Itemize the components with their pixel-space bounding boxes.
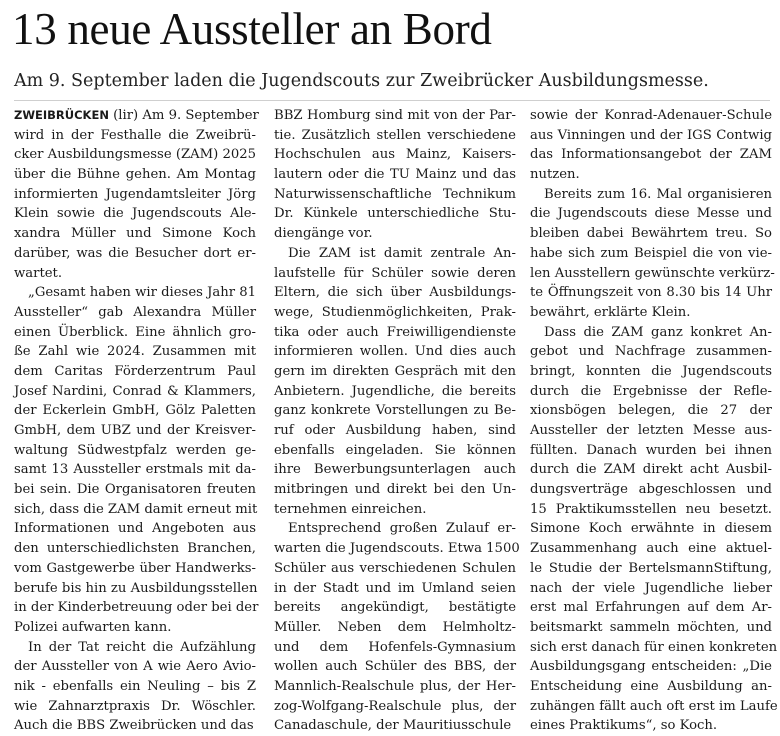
text-line: darüber, was die Besucher dort er- [14, 245, 256, 261]
text-line: diengänge vor. [274, 226, 373, 242]
text-line: BBZ Homburg sind mit von der Par- [274, 108, 516, 123]
text-line: in der Kinderbetreuung oder bei der [14, 600, 259, 616]
text-line: In der Tat reicht die Aufzählung [28, 639, 256, 655]
text-line: ihre Bewerbungsunterlagen auch [274, 462, 516, 478]
text-line: mitbringen und direkt bei den Un- [274, 482, 516, 498]
column-2-lines [274, 106, 520, 736]
first-line [14, 106, 259, 126]
text-line: bereits angekündigt, bestätigte [274, 600, 516, 616]
text-line: informieren wollen. Und dies auch [274, 344, 516, 360]
text-line: ganz konkrete Vorstellungen zu Be- [274, 403, 516, 419]
article-subheadline: Am 9. September laden die Jugendscouts zur Zweibrücker Ausbildungsmesse. [14, 71, 709, 91]
text-line: te Öffnungszeit von 8.30 bis 14 Uhr [530, 285, 772, 301]
text-line: Auch die BBS Zweibrücken und das [14, 718, 254, 734]
text-line: gebot und Nachfrage zusammen- [530, 344, 772, 360]
text-line: wollen auch Schüler des BBS, der [274, 659, 516, 675]
text-line: Polizei aufwarten kann. [14, 619, 172, 635]
text-line: xionsbögen belegen, die 27 der [530, 403, 772, 419]
text-line: len Ausstellern gewünschte verkürz- [530, 265, 775, 281]
dateline: ZWEIBRÜCKEN [14, 108, 109, 122]
text-line: wege, Studienmöglichkeiten, Prak- [274, 304, 516, 320]
text-line: tika oder auch Freiwilligendienste [274, 324, 516, 340]
text-line: wird in der Festhalle die Zweibrü- [14, 127, 256, 143]
text-line: nach der viele Jugendliche lieber [530, 580, 772, 596]
text-line: ruf oder Ausbildung haben, sind [274, 423, 516, 438]
text-line: der Eckerlein GmbH, Gölz Paletten [14, 403, 256, 419]
text-line: ternehmen einreichen. [274, 501, 427, 517]
text-line: sich, dass die ZAM damit erneut mit [14, 501, 258, 517]
text-line: nik - ebenfalls ein Neuling – bis Z [14, 678, 256, 694]
text-line: einen Überblick. Eine ähnlich gro- [14, 324, 256, 340]
text-line: bewährt, erklärte Klein. [530, 304, 691, 320]
text-line: den unterschiedlichsten Branchen, [14, 541, 256, 557]
text-line: wartet. [14, 265, 63, 281]
text-line: Hochschulen aus Mainz, Kaisers- [274, 147, 516, 163]
text-line: der Aussteller von A wie Aero Avio- [14, 659, 256, 675]
text-line: bei sein. Die Organisatoren freuten [14, 482, 256, 498]
text-line: le Studie der BertelsmannStiftung, [530, 560, 772, 576]
text-line: aus Vinningen und der IGS Contwig [530, 127, 772, 143]
text-line: Eltern, die sich über Ausbildungs- [274, 285, 516, 301]
text-line: füllten. Danach wurden bei ihnen [530, 442, 772, 458]
text-line: dungsverträge abgeschlossen und [530, 482, 772, 498]
text-line: samt 13 Aussteller erstmals mit da- [14, 462, 256, 478]
text-line: 15 Praktikumsstellen neu besetzt. [530, 501, 772, 517]
text-line: Müller. Neben dem Helmholtz- [274, 619, 516, 635]
text-line: Aussteller“ gab Alexandra Müller [14, 304, 256, 320]
text-line: berufe bis hin zu Ausbildungsstellen [14, 580, 258, 596]
text-line: warten die Jugendscouts. Etwa 1500 [274, 541, 520, 557]
text-line: erst mal Erfahrungen auf dem Ar- [530, 600, 772, 616]
text-line: vom Gastgewerbe über Handwerks- [14, 560, 256, 576]
text-line: das Informationsangebot der ZAM [530, 147, 772, 163]
text-line: und dem Hofenfels-Gymnasium [274, 639, 516, 655]
text-line: lautern oder die TU Mainz und das [274, 167, 516, 183]
text-line: sowie der Konrad-Adenauer-Schule [530, 108, 772, 123]
text-line: die Jugendscouts diese Messe und [530, 206, 772, 222]
text-line: sich erst danach für einen konkreten [530, 639, 778, 655]
text-line: cker Ausbildungsmesse (ZAM) 2025 [14, 147, 257, 163]
text-line: Bereits zum 16. Mal organisieren [544, 186, 772, 202]
text-line: Dr. Künkele unterschiedliche Stu- [274, 206, 516, 222]
text-line: nutzen. [530, 167, 580, 183]
text-line: Dass die ZAM ganz konkret An- [544, 324, 772, 340]
text-line: Aussteller der letzten Messe aus- [530, 423, 772, 438]
text-line: zog-Wolfgang-Realschule plus, der [274, 698, 516, 714]
text-line: informierten Jugendamtsleiter Jörg [14, 186, 256, 202]
text-line: Canadaschule, der Mauritiusschule [274, 718, 512, 734]
text-line: durch die ZAM direkt acht Ausbil- [530, 462, 772, 478]
text-line: laufstelle für Schüler sowie deren [274, 265, 516, 281]
text-line: Informationen und Angeboten aus [14, 521, 256, 537]
text-line: bringt, konnten die Jugendscouts [530, 363, 772, 379]
text-line: ße Zahl wie 2024. Zusammen mit [14, 344, 256, 360]
column-1-lines [14, 126, 259, 736]
text-line: über die Bühne gehen. Am Montag [14, 167, 256, 183]
header-divider [14, 100, 770, 101]
text-line: wie Zahnarztpraxis Dr. Wöschler. [14, 698, 256, 714]
text-line: Klein sowie die Jugendscouts Ale- [14, 206, 256, 222]
text-line: Schüler aus verschiedenen Schulen [274, 560, 516, 576]
article-column-1 [14, 106, 259, 736]
text-line: Die ZAM ist damit zentrale An- [288, 245, 516, 261]
text-line: in der Stadt und im Umland seien [274, 580, 516, 596]
text-line: Entsprechend großen Zulauf er- [288, 521, 516, 537]
author-tag: (lir) Am 9. September [108, 108, 259, 123]
article-headline: 13 neue Aussteller an Bord [12, 4, 492, 54]
text-line: zuhängen fällt auch oft erst im Laufe [530, 698, 778, 714]
text-line: habe sich zum Beispiel die von vie- [530, 245, 772, 261]
text-line: Mannlich-Realschule plus, der Her- [274, 678, 516, 694]
text-line: gern im direkten Gespräch mit den [274, 363, 516, 379]
text-line: dem Caritas Förderzentrum Paul [14, 363, 256, 379]
text-line: Naturwissenschaftliche Technikum [274, 186, 516, 202]
text-line: GmbH, dem UBZ und der Kreisver- [14, 423, 256, 438]
text-line: Josef Nardini, Conrad & Klammers, [14, 383, 256, 399]
text-line: Zusammenhang auch eine aktuel- [530, 541, 772, 557]
text-line: Simone Koch erwähnte in diesem [530, 521, 772, 537]
column-3-lines [530, 106, 778, 736]
text-line: Entscheidung eine Ausbildung an- [530, 678, 772, 694]
text-line: tie. Zusätzlich stellen verschiedene [274, 127, 516, 143]
text-line: xandra Müller und Simone Koch [14, 226, 256, 242]
article-column-2 [274, 106, 520, 736]
article-column-3 [530, 106, 778, 736]
text-line: durch die Ergebnisse der Refle- [530, 383, 772, 399]
text-line: Anbietern. Jugendliche, die bereits [274, 383, 516, 399]
text-line: „Gesamt haben wir dieses Jahr 81 [28, 285, 256, 301]
text-line: ebenfalls eingeladen. Sie können [274, 442, 516, 458]
text-line: beitsmarkt sammeln möchten, und [530, 619, 772, 635]
text-line: eines Praktikums“, so Koch. [530, 718, 718, 734]
text-line: waltung Südwestpfalz werden ge- [14, 442, 256, 458]
text-line: bleiben dabei Bewährtem treu. So [530, 226, 772, 242]
text-line: Ausbildungsgang entscheiden: „Die [530, 659, 772, 675]
